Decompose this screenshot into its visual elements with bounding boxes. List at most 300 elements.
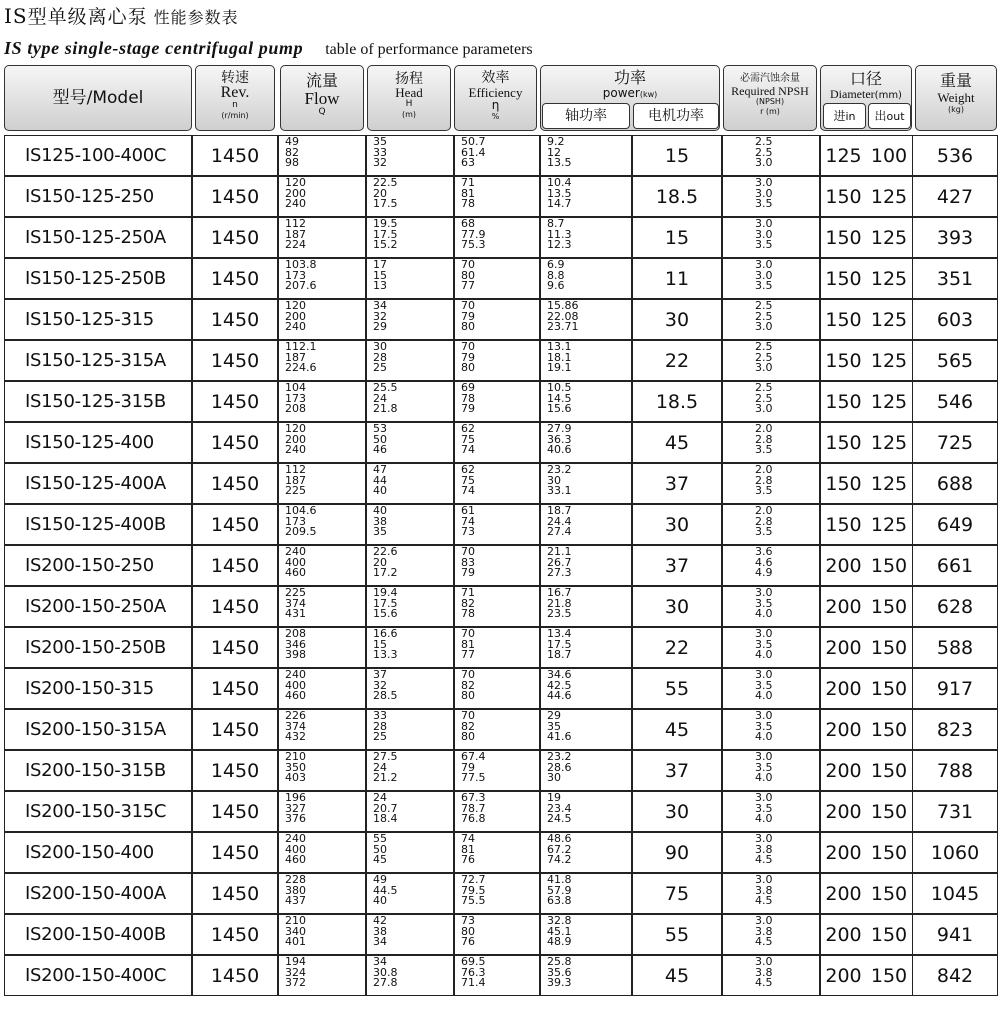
- cell-npsh-value: 3.8: [755, 842, 773, 856]
- cell-npsh-value: 4.5: [755, 894, 773, 907]
- cell-eff: [454, 176, 540, 217]
- cell-shaft-value: 21.8: [547, 596, 572, 610]
- cell-din: 150: [820, 381, 866, 422]
- cell-shaft-value: 23.4: [547, 801, 572, 815]
- cell-npsh-value: 3.5: [755, 484, 773, 497]
- cell-flow-value: 437: [285, 894, 306, 907]
- cell-eff: [454, 709, 540, 750]
- cell-head-value: 15: [373, 637, 387, 651]
- cell-flow: [278, 422, 366, 463]
- cell-rev: 1450: [192, 217, 278, 258]
- cell-weight: 725: [912, 422, 998, 463]
- cell-eff-value: 76: [461, 853, 475, 866]
- cell-flow: [278, 463, 366, 504]
- cell-eff: [454, 955, 540, 996]
- cell-shaft: [540, 791, 632, 832]
- table-row: [0, 176, 1000, 217]
- cell-head-value: 46: [373, 443, 387, 456]
- cell-eff-value: 77.9: [461, 227, 486, 241]
- cell-shaft-value: 6.9: [547, 258, 565, 271]
- cell-flow-value: 240: [285, 832, 306, 845]
- cell-flow: [278, 176, 366, 217]
- cell-npsh-value: 3.0: [755, 176, 773, 189]
- cell-shaft-value: 41.8: [547, 873, 572, 886]
- cell-eff-value: 75: [461, 432, 475, 446]
- cell-dout: 125: [866, 340, 912, 381]
- cell-eff-value: 75.3: [461, 238, 486, 251]
- cell-npsh-value: 3.8: [755, 965, 773, 979]
- cell-eff-value: 61.4: [461, 145, 486, 159]
- cell-flow-value: 210: [285, 750, 306, 763]
- cell-head: [366, 258, 454, 299]
- table-row: [0, 135, 1000, 176]
- cell-npsh: [722, 504, 820, 545]
- cell-eff: [454, 340, 540, 381]
- cell-flow-value: 207.6: [285, 279, 317, 292]
- cell-eff-value: 71.4: [461, 976, 486, 989]
- cell-dout: 125: [866, 504, 912, 545]
- cell-dout: 125: [866, 217, 912, 258]
- cell-shaft-value: 13.5: [547, 156, 572, 169]
- cell-head-value: 19.4: [373, 586, 398, 599]
- cell-head-value: 16.6: [373, 627, 398, 640]
- cell-npsh: [722, 340, 820, 381]
- cell-npsh-value: 3.0: [755, 268, 773, 282]
- cell-head: [366, 504, 454, 545]
- header-motor-power: [633, 103, 719, 129]
- cell-npsh-value: 2.5: [755, 391, 773, 405]
- cell-flow-value: 196: [285, 791, 306, 804]
- cell-head-value: 34: [373, 955, 387, 968]
- cell-npsh: [722, 299, 820, 340]
- cell-eff: [454, 299, 540, 340]
- cell-head: [366, 627, 454, 668]
- cell-head-value: 20.7: [373, 801, 398, 815]
- cell-motor: 55: [632, 914, 722, 955]
- cell-shaft-value: 25.8: [547, 955, 572, 968]
- cell-shaft: [540, 504, 632, 545]
- cell-npsh-value: 2.5: [755, 381, 773, 394]
- cell-din: 200: [820, 586, 866, 627]
- cell-din: 150: [820, 463, 866, 504]
- cell-dout: 125: [866, 258, 912, 299]
- cell-head-value: 24: [373, 760, 387, 774]
- cell-head-value: 33: [373, 145, 387, 159]
- cell-flow-value: 380: [285, 883, 306, 897]
- cell-flow-value: 120: [285, 176, 306, 189]
- cell-model: IS200-150-250A: [4, 586, 192, 627]
- cell-shaft-value: 18.1: [547, 350, 572, 364]
- cell-flow: [278, 135, 366, 176]
- cell-npsh-value: 3.0: [755, 320, 773, 333]
- cell-eff-value: 74: [461, 443, 475, 456]
- cell-motor: 11: [632, 258, 722, 299]
- cell-head-value: 25: [373, 361, 387, 374]
- cell-flow-value: 200: [285, 432, 306, 446]
- cell-din: 200: [820, 709, 866, 750]
- cell-npsh: [722, 709, 820, 750]
- cell-npsh: [722, 955, 820, 996]
- header-model: [4, 65, 192, 131]
- cell-flow: [278, 955, 366, 996]
- cell-eff-value: 67.4: [461, 750, 486, 763]
- cell-eff-value: 70: [461, 299, 475, 312]
- cell-flow-value: 208: [285, 402, 306, 415]
- cell-rev: 1450: [192, 709, 278, 750]
- cell-shaft-value: 39.3: [547, 976, 572, 989]
- header-npsh-cn: 必需汽蚀余量: [740, 73, 800, 84]
- cell-dout: 150: [866, 668, 912, 709]
- cell-din: 200: [820, 750, 866, 791]
- cell-rev: 1450: [192, 340, 278, 381]
- header-rev-en: Rev.: [220, 84, 250, 101]
- cell-motor: 22: [632, 340, 722, 381]
- cell-flow: [278, 668, 366, 709]
- cell-eff: [454, 586, 540, 627]
- cell-head: [366, 217, 454, 258]
- table-row: [0, 545, 1000, 586]
- cell-head-value: 32: [373, 678, 387, 692]
- cell-head-value: 49: [373, 873, 387, 886]
- cell-npsh-value: 3.0: [755, 955, 773, 968]
- cell-model: IS200-150-315A: [4, 709, 192, 750]
- cell-flow-value: 120: [285, 299, 306, 312]
- cell-npsh-value: 3.0: [755, 402, 773, 415]
- cell-flow-value: 398: [285, 648, 306, 661]
- cell-flow: [278, 545, 366, 586]
- cell-head-value: 30: [373, 340, 387, 353]
- header-out-cn: 出: [874, 109, 887, 123]
- cell-eff-value: 62: [461, 422, 475, 435]
- cell-din: 200: [820, 791, 866, 832]
- cell-shaft-value: 67.2: [547, 842, 572, 856]
- cell-head-value: 47: [373, 463, 387, 476]
- cell-head-value: 20: [373, 186, 387, 200]
- cell-flow: [278, 832, 366, 873]
- cell-din: 200: [820, 873, 866, 914]
- cell-npsh-value: 4.0: [755, 607, 773, 620]
- cell-dout: 125: [866, 422, 912, 463]
- cell-eff-value: 77.5: [461, 771, 486, 784]
- cell-head-value: 27.5: [373, 750, 398, 763]
- cell-eff-value: 74: [461, 832, 475, 845]
- header-head-sym: H: [405, 99, 413, 109]
- cell-shaft: [540, 299, 632, 340]
- cell-model: IS200-150-400B: [4, 914, 192, 955]
- cell-head-value: 33: [373, 709, 387, 722]
- cell-npsh-value: 3.0: [755, 227, 773, 241]
- cell-weight: 351: [912, 258, 998, 299]
- cell-head-value: 50: [373, 432, 387, 446]
- cell-dout: 100: [866, 135, 912, 176]
- cell-npsh-value: 3.5: [755, 760, 773, 774]
- cell-eff-value: 71: [461, 586, 475, 599]
- cell-flow-value: 240: [285, 197, 306, 210]
- cell-npsh-value: 2.8: [755, 473, 773, 487]
- cell-model: IS150-125-250: [4, 176, 192, 217]
- cell-flow-value: 187: [285, 227, 306, 241]
- cell-flow-value: 173: [285, 268, 306, 282]
- cell-weight: 649: [912, 504, 998, 545]
- cell-eff: [454, 873, 540, 914]
- header-dia-unit: (mm): [874, 90, 902, 101]
- cell-eff: [454, 381, 540, 422]
- cell-motor: 45: [632, 955, 722, 996]
- cell-eff-value: 79: [461, 402, 475, 415]
- header-npsh: [723, 65, 817, 131]
- header-rev-cn: 转速: [221, 70, 249, 86]
- cell-eff-value: 72.7: [461, 873, 486, 886]
- cell-motor: 30: [632, 299, 722, 340]
- cell-dout: 150: [866, 750, 912, 791]
- cell-motor: 37: [632, 545, 722, 586]
- cell-npsh-value: 3.0: [755, 668, 773, 681]
- cell-npsh-value: 3.5: [755, 637, 773, 651]
- cell-npsh-value: 2.0: [755, 463, 773, 476]
- cell-model: IS150-125-400B: [4, 504, 192, 545]
- cell-npsh-value: 3.0: [755, 361, 773, 374]
- cell-din: 150: [820, 504, 866, 545]
- cell-head-value: 17: [373, 258, 387, 271]
- cell-flow-value: 208: [285, 627, 306, 640]
- cell-rev: 1450: [192, 586, 278, 627]
- cell-dout: 150: [866, 914, 912, 955]
- cell-rev: 1450: [192, 873, 278, 914]
- cell-eff: [454, 463, 540, 504]
- cell-head-value: 22.6: [373, 545, 398, 558]
- cell-npsh-value: 3.5: [755, 801, 773, 815]
- cell-flow-value: 49: [285, 135, 299, 148]
- cell-eff-value: 76.8: [461, 812, 486, 825]
- cell-npsh-value: 3.5: [755, 719, 773, 733]
- table-row: [0, 504, 1000, 545]
- cell-flow-value: 225: [285, 586, 306, 599]
- header-flow-sym: Q: [318, 107, 326, 117]
- cell-eff-value: 70: [461, 627, 475, 640]
- header-eff-en: Efficiency: [468, 85, 523, 100]
- cell-npsh-value: 3.0: [755, 586, 773, 599]
- cell-npsh-value: 3.8: [755, 883, 773, 897]
- cell-din: 200: [820, 627, 866, 668]
- cell-shaft-value: 13.4: [547, 627, 572, 640]
- header-dia-en: Diameter: [830, 87, 875, 101]
- cell-eff-value: 75: [461, 473, 475, 487]
- cell-flow-value: 200: [285, 186, 306, 200]
- cell-shaft: [540, 832, 632, 873]
- cell-head-value: 24: [373, 391, 387, 405]
- cell-rev: 1450: [192, 791, 278, 832]
- cell-flow-value: 173: [285, 391, 306, 405]
- cell-model: IS150-125-400A: [4, 463, 192, 504]
- cell-npsh-value: 3.0: [755, 258, 773, 271]
- cell-npsh: [722, 422, 820, 463]
- cell-shaft-value: 48.6: [547, 832, 572, 845]
- cell-flow-value: 403: [285, 771, 306, 784]
- cell-flow: [278, 750, 366, 791]
- cell-dout: 150: [866, 832, 912, 873]
- cell-head-value: 40: [373, 894, 387, 907]
- cell-dout: 150: [866, 791, 912, 832]
- cell-flow: [278, 873, 366, 914]
- cell-model: IS150-125-250B: [4, 258, 192, 299]
- cell-shaft: [540, 463, 632, 504]
- cell-flow-value: 228: [285, 873, 306, 886]
- cell-flow-value: 200: [285, 309, 306, 323]
- cell-flow-value: 103.8: [285, 258, 317, 271]
- cell-weight: 823: [912, 709, 998, 750]
- cell-shaft-value: 15.86: [547, 299, 579, 312]
- header-flow-cn: 流量: [305, 71, 338, 90]
- cell-head: [366, 750, 454, 791]
- cell-shaft-value: 24.5: [547, 812, 572, 825]
- cell-npsh-value: 2.8: [755, 514, 773, 528]
- cell-eff-value: 79: [461, 309, 475, 323]
- cell-weight: 393: [912, 217, 998, 258]
- cell-head: [366, 463, 454, 504]
- header-weight-en: Weight: [937, 90, 975, 105]
- cell-motor: 45: [632, 422, 722, 463]
- cell-eff: [454, 750, 540, 791]
- cell-dout: 150: [866, 627, 912, 668]
- cell-head-value: 17.5: [373, 596, 398, 610]
- header-out-en: out: [886, 110, 905, 123]
- cell-flow-value: 240: [285, 443, 306, 456]
- cell-head: [366, 873, 454, 914]
- cell-shaft-value: 40.6: [547, 443, 572, 456]
- cell-rev: 1450: [192, 135, 278, 176]
- table-row: [0, 750, 1000, 791]
- cell-head: [366, 340, 454, 381]
- cell-model: IS150-125-250A: [4, 217, 192, 258]
- table-row: [0, 463, 1000, 504]
- cell-shaft-value: 19.1: [547, 361, 572, 374]
- cell-eff-value: 79: [461, 350, 475, 364]
- cell-eff: [454, 422, 540, 463]
- cell-eff-value: 63: [461, 156, 475, 169]
- cell-head-value: 44.5: [373, 883, 398, 897]
- table-row: [0, 914, 1000, 955]
- cell-eff-value: 68: [461, 217, 475, 230]
- cell-shaft-value: 27.9: [547, 422, 572, 435]
- cell-rev: 1450: [192, 176, 278, 217]
- cell-head: [366, 832, 454, 873]
- cell-shaft-value: 27.3: [547, 566, 572, 579]
- cell-head: [366, 299, 454, 340]
- cell-shaft-value: 11.3: [547, 227, 572, 241]
- cell-shaft: [540, 381, 632, 422]
- cell-model: IS200-150-250B: [4, 627, 192, 668]
- cell-eff-value: 69: [461, 381, 475, 394]
- cell-flow-value: 431: [285, 607, 306, 620]
- cell-shaft-value: 18.7: [547, 648, 572, 661]
- cell-motor: 30: [632, 586, 722, 627]
- cell-eff-value: 80: [461, 924, 475, 938]
- cell-eff-value: 78: [461, 391, 475, 405]
- cell-rev: 1450: [192, 545, 278, 586]
- cell-flow-value: 460: [285, 566, 306, 579]
- cell-model: IS150-125-315B: [4, 381, 192, 422]
- cell-shaft: [540, 422, 632, 463]
- cell-shaft: [540, 873, 632, 914]
- cell-npsh-value: 4.5: [755, 853, 773, 866]
- cell-shaft-value: 14.7: [547, 197, 572, 210]
- cell-eff-value: 74: [461, 484, 475, 497]
- cell-motor: 22: [632, 627, 722, 668]
- cell-head: [366, 586, 454, 627]
- cell-weight: 546: [912, 381, 998, 422]
- cell-weight: 536: [912, 135, 998, 176]
- cell-npsh-value: 3.0: [755, 873, 773, 886]
- header-npsh-sym: (NPSH): [755, 97, 785, 106]
- cell-head-value: 32: [373, 309, 387, 323]
- cell-flow-value: 400: [285, 678, 306, 692]
- header-in-cn: 进: [833, 109, 846, 123]
- table-row: [0, 299, 1000, 340]
- cell-eff-value: 73: [461, 525, 475, 538]
- cell-flow: [278, 914, 366, 955]
- cell-npsh-value: 2.5: [755, 350, 773, 364]
- cell-head-value: 20: [373, 555, 387, 569]
- cell-head: [366, 709, 454, 750]
- cell-head-value: 21.2: [373, 771, 398, 784]
- header-rev: [195, 65, 275, 131]
- cell-npsh-value: 2.5: [755, 340, 773, 353]
- cell-rev: 1450: [192, 504, 278, 545]
- table-row: [0, 381, 1000, 422]
- cell-shaft-value: 18.7: [547, 504, 572, 517]
- cell-flow: [278, 709, 366, 750]
- cell-motor: 75: [632, 873, 722, 914]
- cell-npsh-value: 3.0: [755, 914, 773, 927]
- cell-npsh: [722, 668, 820, 709]
- header-efficiency: [454, 65, 537, 131]
- cell-weight: 842: [912, 955, 998, 996]
- cell-flow-value: 210: [285, 914, 306, 927]
- cell-eff-value: 69.5: [461, 955, 486, 968]
- cell-eff-value: 78.7: [461, 801, 486, 815]
- cell-eff-value: 79: [461, 760, 475, 774]
- cell-npsh: [722, 791, 820, 832]
- cell-flow-value: 327: [285, 801, 306, 815]
- cell-flow-value: 112: [285, 217, 306, 230]
- cell-npsh-value: 3.6: [755, 545, 773, 558]
- header-shaft-label: 轴功率: [565, 108, 607, 124]
- cell-weight: 731: [912, 791, 998, 832]
- cell-flow: [278, 258, 366, 299]
- header-head-cn: 扬程: [395, 71, 423, 87]
- header-power-en: power: [602, 86, 640, 100]
- cell-weight: 588: [912, 627, 998, 668]
- cell-model: IS200-150-315: [4, 668, 192, 709]
- cell-shaft-value: 9.6: [547, 279, 565, 292]
- header-weight-unit: (kg): [948, 105, 964, 114]
- cell-eff: [454, 627, 540, 668]
- cell-flow: [278, 791, 366, 832]
- cell-flow-value: 401: [285, 935, 306, 948]
- cell-din: 150: [820, 422, 866, 463]
- page-subtitle: [4, 38, 533, 59]
- cell-flow: [278, 627, 366, 668]
- cell-npsh-value: 4.0: [755, 648, 773, 661]
- cell-eff-value: 70: [461, 668, 475, 681]
- header-eff-cn: 效率: [481, 70, 510, 86]
- cell-npsh-value: 2.5: [755, 309, 773, 323]
- table-row: [0, 627, 1000, 668]
- cell-flow-value: 400: [285, 555, 306, 569]
- header-head: [367, 65, 451, 131]
- cell-weight: 628: [912, 586, 998, 627]
- cell-shaft-value: 28.6: [547, 760, 572, 774]
